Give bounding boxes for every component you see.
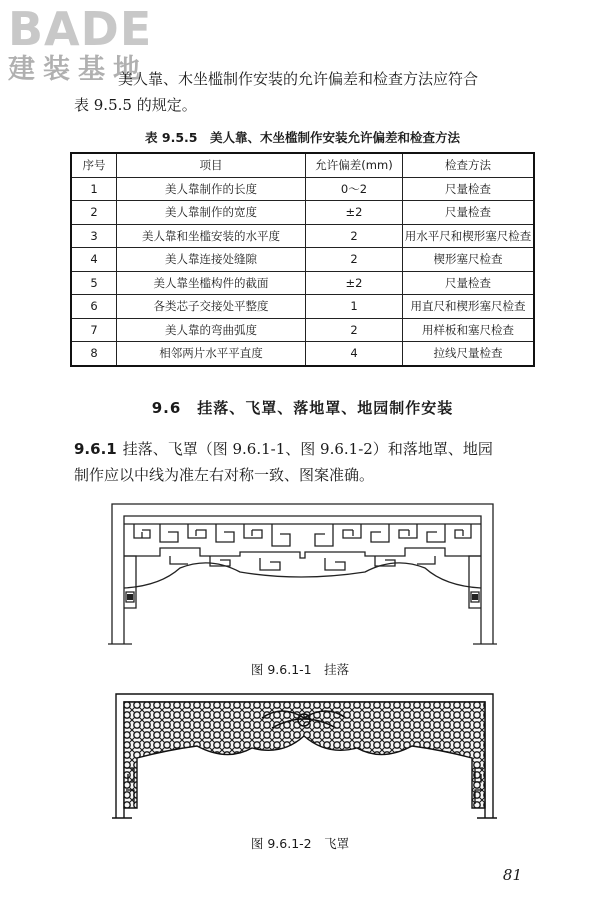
table-row [71,201,534,225]
cell-no: 2 [71,201,117,225]
watermark-brand: BADE [8,2,153,56]
figure-caption-1: 图 9.6.1-1 挂落 [250,662,350,677]
cell-no: 6 [71,295,117,319]
figure-flying-canopy [112,690,497,820]
cell-no: 3 [71,224,117,248]
clause-number: 9.6.1 [74,440,117,458]
cell-tolerance: ±2 [306,271,403,295]
clause-paragraph [74,436,544,488]
intro-paragraph [74,66,544,118]
figure-hanging-fret [100,496,505,646]
cell-tolerance: 0～2 [306,177,403,201]
cell-item: 美人靠的弯曲弧度 [117,318,306,342]
cell-method: 拉线尺量检查 [403,342,535,366]
clause-line-1: 挂落、飞罩（图 9.6.1-1、图 9.6.1-2）和落地罩、地园 [122,440,493,458]
table-row [71,177,534,201]
cell-item: 相邻两片水平平直度 [117,342,306,366]
cell-item: 美人靠和坐槛安装的水平度 [117,224,306,248]
header-no: 序号 [71,153,117,177]
header-tolerance: 允许偏差(mm) [306,153,403,177]
cell-method: 尺量检查 [403,201,535,225]
header-item: 项目 [117,153,306,177]
intro-line-2: 表 9.5.5 的规定。 [74,96,197,114]
cell-tolerance: 1 [306,295,403,319]
cell-tolerance: ±2 [306,201,403,225]
cell-no: 4 [71,248,117,272]
table-row [71,342,534,366]
cell-item: 美人靠制作的长度 [117,177,306,201]
header-method: 检查方法 [403,153,535,177]
cell-no: 5 [71,271,117,295]
cell-method: 用样板和塞尺检查 [403,318,535,342]
table-row [71,318,534,342]
cell-method: 楔形塞尺检查 [403,248,535,272]
table-row [71,248,534,272]
cell-method: 尺量检查 [403,177,535,201]
cell-tolerance: 2 [306,224,403,248]
cell-item: 美人靠坐槛构件的截面 [117,271,306,295]
page-number: 81 [502,866,522,884]
cell-no: 1 [71,177,117,201]
cell-item: 美人靠连接处缝隙 [117,248,306,272]
clause-line-2: 制作应以中线为准左右对称一致、图案准确。 [74,466,375,484]
cell-item: 各类芯子交接处平整度 [117,295,306,319]
intro-line-1: 美人靠、木坐槛制作安装的允许偏差和检查方法应符合 [118,70,479,88]
table-row [71,271,534,295]
cell-no: 8 [71,342,117,366]
cell-tolerance: 2 [306,248,403,272]
table-row [71,224,534,248]
cell-item: 美人靠制作的宽度 [117,201,306,225]
figure-caption-2: 图 9.6.1-2 飞罩 [250,836,350,851]
cell-method: 用直尺和楔形塞尺检查 [403,295,535,319]
table-header-row [71,153,534,177]
tolerance-table [70,152,535,367]
cell-tolerance: 2 [306,318,403,342]
section-title: 9.6 挂落、飞罩、落地罩、地园制作安装 [151,399,454,417]
watermark-subtitle: 建装基地 [8,54,148,85]
cell-method: 用水平尺和楔形塞尺检查 [403,224,535,248]
table-caption: 表 9.5.5 美人靠、木坐槛制作安装允许偏差和检查方法 [145,130,460,145]
cell-no: 7 [71,318,117,342]
cell-method: 尺量检查 [403,271,535,295]
cell-tolerance: 4 [306,342,403,366]
table-row [71,295,534,319]
